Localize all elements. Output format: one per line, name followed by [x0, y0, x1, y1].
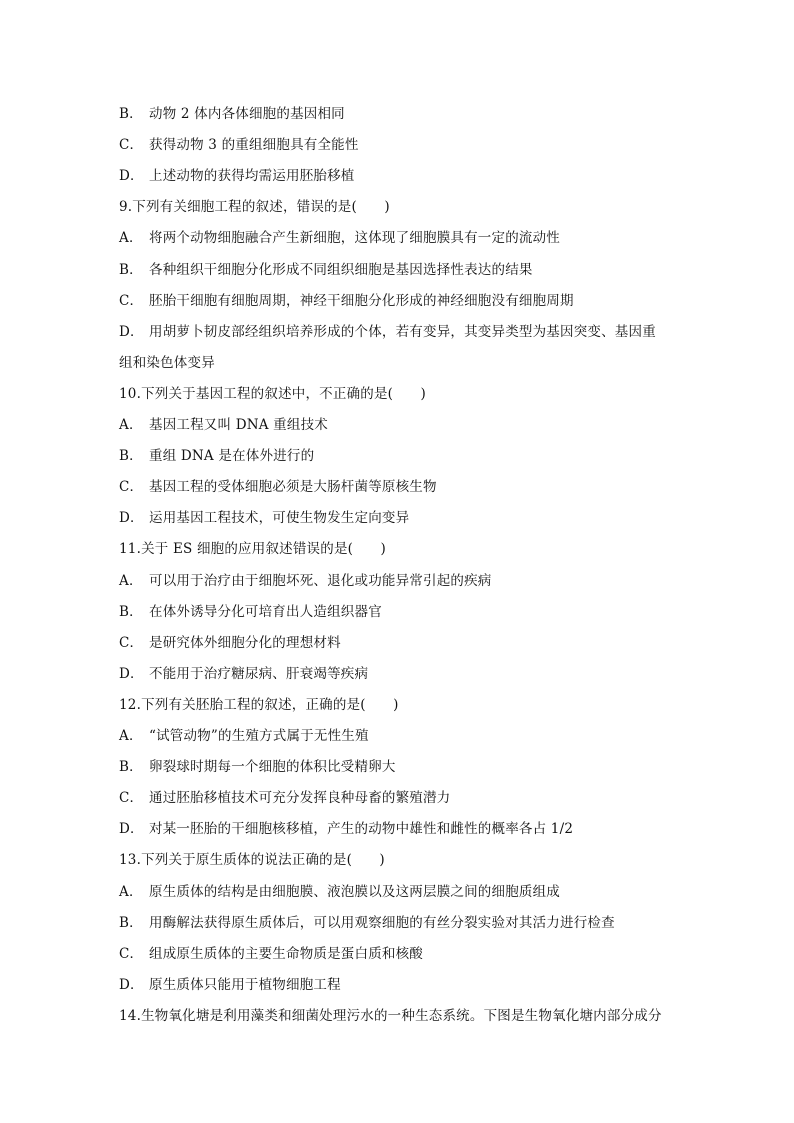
option-letter: C．	[119, 790, 144, 806]
option-letter: A．	[119, 230, 143, 246]
answer-option	[119, 167, 355, 185]
option-letter: C．	[119, 293, 144, 309]
answer-option	[119, 634, 341, 652]
option-text: 将两个动物细胞融合产生新细胞，这体现了细胞膜具有一定的流动性	[149, 230, 560, 246]
answer-option	[119, 914, 615, 932]
question-stem	[119, 385, 426, 403]
option-letter: D．	[119, 168, 144, 184]
answer-option	[119, 883, 560, 901]
answer-option	[119, 447, 314, 465]
option-letter: D．	[119, 977, 144, 993]
answer-option	[119, 727, 369, 745]
option-text: 不能用于治疗糖尿病、肝衰竭等疾病	[149, 666, 369, 682]
option-text: 原生质体只能用于植物细胞工程	[149, 977, 341, 993]
option-text: 可以用于治疗由于细胞坏死、退化或功能异常引起的疾病	[149, 573, 492, 589]
answer-option	[119, 509, 409, 527]
option-letter: A．	[119, 417, 143, 433]
question-stem	[119, 696, 399, 714]
option-letter: B．	[119, 106, 143, 122]
answer-option	[119, 105, 345, 123]
line-text: 14.生物氧化塘是利用藻类和细菌处理污水的一种生态系统。下图是生物氧化塘内部分成分	[119, 1008, 662, 1024]
answer-option	[119, 292, 574, 310]
line-text: 12.下列有关胚胎工程的叙述，正确的是( )	[119, 697, 399, 713]
question-stem	[119, 1007, 662, 1025]
option-letter: D．	[119, 510, 144, 526]
option-letter: B．	[119, 448, 143, 464]
option-continuation	[119, 354, 215, 372]
option-letter: D．	[119, 324, 144, 340]
option-text: 运用基因工程技术，可使生物发生定向变异	[149, 510, 410, 526]
option-text: 组成原生质体的主要生命物质是蛋白质和核酸	[149, 946, 423, 962]
line-text: 13.下列关于原生质体的说法正确的是( )	[119, 852, 385, 868]
option-text: 动物 2 体内各体细胞的基因相同	[149, 106, 345, 122]
line-text: 组和染色体变异	[119, 355, 215, 371]
option-text: 卵裂球时期每一个细胞的体积比受精卵大	[149, 759, 396, 775]
answer-option	[119, 665, 368, 683]
option-text: 用酶解法获得原生质体后，可以用观察细胞的有丝分裂实验对其活力进行检查	[149, 915, 615, 931]
option-text: 胚胎干细胞有细胞周期，神经干细胞分化形成的神经细胞没有细胞周期	[149, 293, 574, 309]
answer-option	[119, 976, 341, 994]
answer-option	[119, 136, 359, 154]
option-letter: B．	[119, 915, 143, 931]
answer-option	[119, 416, 328, 434]
option-text: 原生质体的结构是由细胞膜、液泡膜以及这两层膜之间的细胞质组成	[149, 884, 560, 900]
option-letter: B．	[119, 604, 143, 620]
option-text: 是研究体外细胞分化的理想材料	[149, 635, 341, 651]
answer-option	[119, 572, 492, 590]
option-text: 基因工程的受体细胞必须是大肠杆菌等原核生物	[149, 479, 437, 495]
option-text: 通过胚胎移植技术可充分发挥良种母畜的繁殖潜力	[149, 790, 451, 806]
answer-option	[119, 478, 437, 496]
option-letter: B．	[119, 759, 143, 775]
option-letter: C．	[119, 635, 144, 651]
answer-option	[119, 789, 450, 807]
option-text: 用胡萝卜韧皮部经组织培养形成的个体，若有变异，其变异类型为基因突变、基因重	[149, 324, 656, 340]
option-letter: C．	[119, 479, 144, 495]
line-text: 10.下列关于基因工程的叙述中，不正确的是( )	[119, 386, 427, 402]
option-letter: D．	[119, 666, 144, 682]
option-text: “试管动物”的生殖方式属于无性生殖	[149, 728, 369, 744]
option-text: 对某一胚胎的干细胞核移植，产生的动物中雄性和雌性的概率各占 1/2	[149, 821, 574, 837]
option-letter: B．	[119, 262, 143, 278]
answer-option	[119, 820, 573, 838]
answer-option	[119, 261, 533, 279]
answer-option	[119, 229, 560, 247]
option-text: 上述动物的获得均需运用胚胎移植	[149, 168, 355, 184]
option-letter: A．	[119, 728, 143, 744]
answer-option	[119, 323, 656, 341]
question-stem	[119, 851, 385, 869]
line-text: 11.关于 ES 细胞的应用叙述错误的是( )	[119, 541, 386, 557]
question-stem	[119, 540, 386, 558]
option-letter: C．	[119, 946, 144, 962]
option-text: 获得动物 3 的重组细胞具有全能性	[149, 137, 359, 153]
option-letter: A．	[119, 884, 143, 900]
option-letter: C．	[119, 137, 144, 153]
option-text: 重组 DNA 是在体外进行的	[149, 448, 315, 464]
option-text: 基因工程又叫 DNA 重组技术	[149, 417, 328, 433]
answer-option	[119, 603, 382, 621]
option-letter: D．	[119, 821, 144, 837]
question-stem	[119, 198, 390, 216]
line-text: 9.下列有关细胞工程的叙述，错误的是( )	[119, 199, 390, 215]
option-letter: A．	[119, 573, 143, 589]
answer-option	[119, 758, 396, 776]
answer-option	[119, 945, 423, 963]
option-text: 各种组织干细胞分化形成不同组织细胞是基因选择性表达的结果	[149, 262, 533, 278]
option-text: 在体外诱导分化可培育出人造组织器官	[149, 604, 382, 620]
